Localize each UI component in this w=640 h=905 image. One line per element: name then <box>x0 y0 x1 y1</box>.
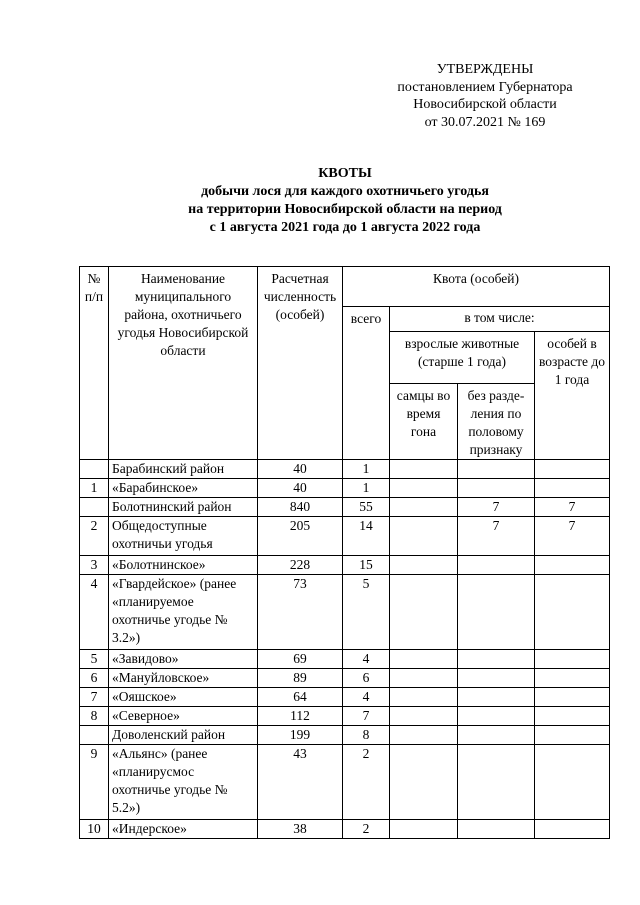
row-no-sex: 7 <box>458 517 535 556</box>
row-total: 2 <box>343 820 390 839</box>
header-quota: Квота (особей) <box>343 267 610 307</box>
row-males-rut <box>390 726 458 745</box>
row-young <box>535 479 610 498</box>
row-no-sex: 7 <box>458 498 535 517</box>
quota-table <box>79 266 610 839</box>
table-row <box>80 650 610 669</box>
row-name: «Мануйловское» <box>109 669 258 688</box>
row-no-sex <box>458 745 535 820</box>
row-young <box>535 460 610 479</box>
row-num: 1 <box>80 479 109 498</box>
row-males-rut <box>390 820 458 839</box>
title-heading: КВОТЫ <box>318 166 372 181</box>
row-total: 1 <box>343 479 390 498</box>
row-name: «Барабинское» <box>109 479 258 498</box>
row-num <box>80 726 109 745</box>
row-estimated: 40 <box>258 479 343 498</box>
row-young: 7 <box>535 498 610 517</box>
row-num <box>80 498 109 517</box>
row-no-sex <box>458 556 535 575</box>
row-young <box>535 575 610 650</box>
row-young <box>535 707 610 726</box>
row-name: «Северное» <box>109 707 258 726</box>
header-including: в том числе: <box>390 307 610 332</box>
row-estimated: 40 <box>258 460 343 479</box>
table-row <box>80 726 610 745</box>
header-young: особей в возрасте до 1 года <box>535 332 610 460</box>
row-num: 3 <box>80 556 109 575</box>
title-line-3: на территории Новосибирской области на период <box>188 202 502 217</box>
row-males-rut <box>390 688 458 707</box>
row-no-sex <box>458 650 535 669</box>
row-no-sex <box>458 707 535 726</box>
row-young <box>535 726 610 745</box>
row-males-rut <box>390 745 458 820</box>
row-estimated: 228 <box>258 556 343 575</box>
row-num: 8 <box>80 707 109 726</box>
row-males-rut <box>390 575 458 650</box>
table-row <box>80 460 610 479</box>
table-row <box>80 479 610 498</box>
row-young <box>535 650 610 669</box>
row-estimated: 38 <box>258 820 343 839</box>
approval-stamp <box>395 61 575 131</box>
row-males-rut <box>390 517 458 556</box>
approval-decree: постановлением Губернатора <box>397 79 573 95</box>
table-row <box>80 707 610 726</box>
row-total: 15 <box>343 556 390 575</box>
table-row <box>80 556 610 575</box>
header-num: № п/п <box>80 267 109 460</box>
row-males-rut <box>390 460 458 479</box>
table-body <box>80 460 610 839</box>
row-estimated: 199 <box>258 726 343 745</box>
row-name: «Завидово» <box>109 650 258 669</box>
header-estimated: Расчетная численность (особей) <box>258 267 343 460</box>
row-total: 2 <box>343 745 390 820</box>
row-estimated: 69 <box>258 650 343 669</box>
row-total: 7 <box>343 707 390 726</box>
row-total: 4 <box>343 688 390 707</box>
row-num: 9 <box>80 745 109 820</box>
row-males-rut <box>390 707 458 726</box>
row-total: 8 <box>343 726 390 745</box>
row-no-sex <box>458 575 535 650</box>
title-line-4: с 1 августа 2021 года до 1 августа 2022 года <box>209 220 481 235</box>
row-name: Болотнинский район <box>109 498 258 517</box>
approval-date: от 30.07.2021 № 169 <box>424 114 546 130</box>
row-num: 10 <box>80 820 109 839</box>
header-males-rut: самцы во время гона <box>390 384 458 460</box>
row-name: Барабинский район <box>109 460 258 479</box>
row-num <box>80 460 109 479</box>
row-males-rut <box>390 669 458 688</box>
title-line-2: добычи лося для каждого охотничьего угодья <box>201 184 489 199</box>
row-males-rut <box>390 556 458 575</box>
row-males-rut <box>390 498 458 517</box>
row-num: 2 <box>80 517 109 556</box>
header-adults: взрослые животные (старше 1 года) <box>390 332 535 384</box>
row-young <box>535 820 610 839</box>
table-row <box>80 669 610 688</box>
row-young <box>535 688 610 707</box>
approval-region: Новосибирской области <box>413 97 557 112</box>
header-total: всего <box>343 307 390 460</box>
row-no-sex <box>458 460 535 479</box>
row-estimated: 112 <box>258 707 343 726</box>
row-name: Доволенский район <box>109 726 258 745</box>
row-no-sex <box>458 479 535 498</box>
row-no-sex <box>458 820 535 839</box>
row-estimated: 73 <box>258 575 343 650</box>
row-total: 6 <box>343 669 390 688</box>
row-young: 7 <box>535 517 610 556</box>
header-name: Наименование муниципального района, охотничьего угодья Новосибирской области <box>109 267 258 460</box>
row-name: «Альянс» (ранее «планирусмос охотничье угодье № 5.2») <box>109 745 258 820</box>
row-estimated: 89 <box>258 669 343 688</box>
row-num: 7 <box>80 688 109 707</box>
table-row <box>80 575 610 650</box>
row-num: 5 <box>80 650 109 669</box>
row-young <box>535 669 610 688</box>
row-males-rut <box>390 650 458 669</box>
table-row <box>80 517 610 556</box>
approval-heading: УТВЕРЖДЕНЫ <box>436 62 534 77</box>
row-total: 14 <box>343 517 390 556</box>
header-no-sex: без разде-ления по половому признаку <box>458 384 535 460</box>
document-title <box>100 165 590 237</box>
row-estimated: 840 <box>258 498 343 517</box>
row-no-sex <box>458 688 535 707</box>
row-estimated: 43 <box>258 745 343 820</box>
table-row <box>80 688 610 707</box>
row-name: «Гвардейское» (ранее «планируемое охотничье угодье № 3.2») <box>109 575 258 650</box>
row-name: «Индерское» <box>109 820 258 839</box>
row-estimated: 205 <box>258 517 343 556</box>
row-males-rut <box>390 479 458 498</box>
row-name: «Болотнинское» <box>109 556 258 575</box>
table-row <box>80 498 610 517</box>
row-total: 4 <box>343 650 390 669</box>
row-num: 6 <box>80 669 109 688</box>
row-no-sex <box>458 726 535 745</box>
row-name: Общедоступные охотничьи угодья <box>109 517 258 556</box>
row-total: 5 <box>343 575 390 650</box>
row-total: 1 <box>343 460 390 479</box>
table-row <box>80 820 610 839</box>
row-young <box>535 556 610 575</box>
table-row <box>80 745 610 820</box>
row-young <box>535 745 610 820</box>
row-estimated: 64 <box>258 688 343 707</box>
row-no-sex <box>458 669 535 688</box>
row-total: 55 <box>343 498 390 517</box>
row-name: «Ояшское» <box>109 688 258 707</box>
row-num: 4 <box>80 575 109 650</box>
